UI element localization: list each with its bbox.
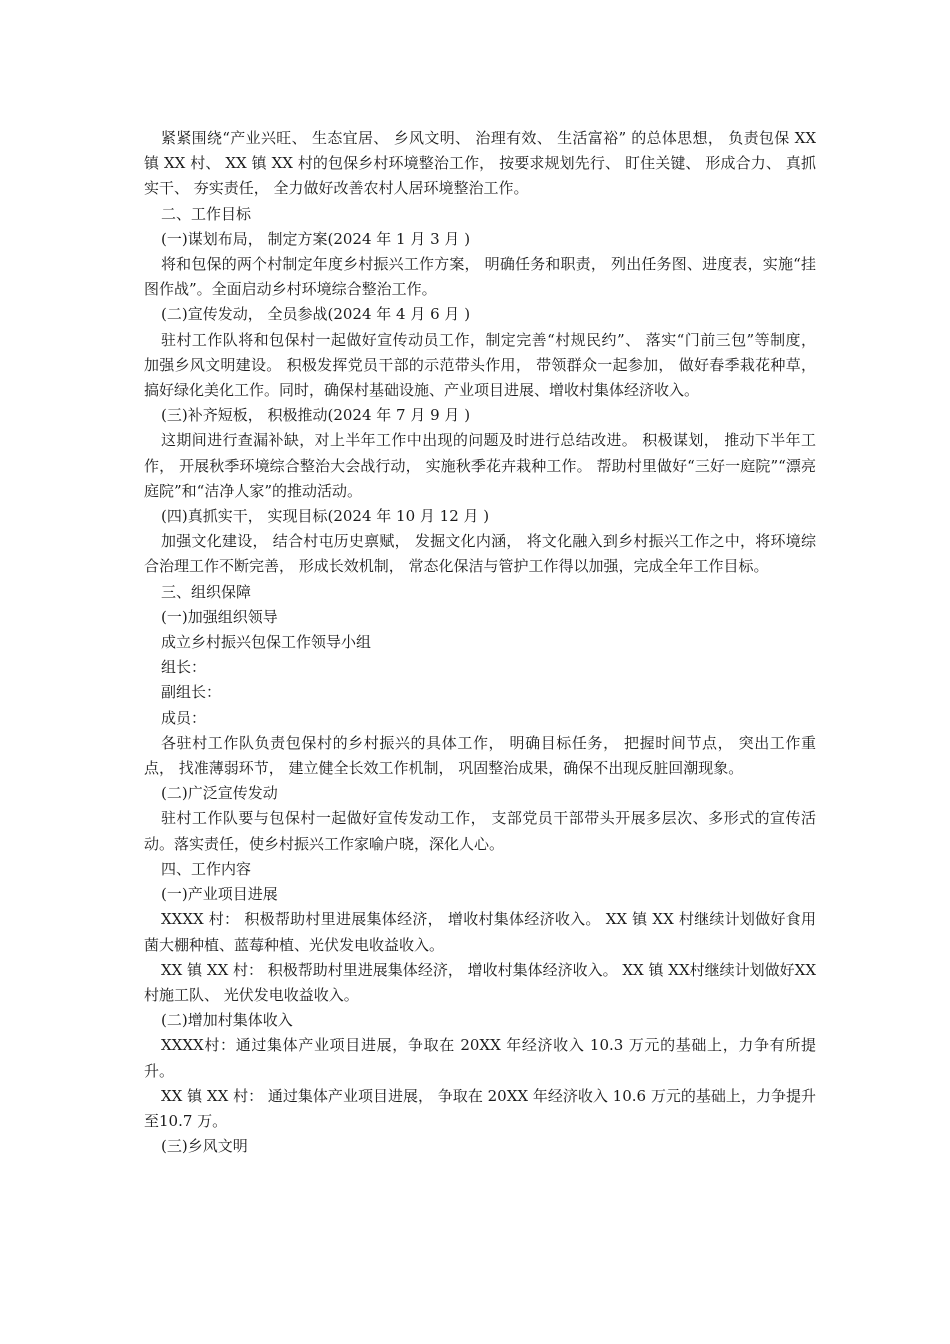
paragraph-achieve-goals: 加强文化建设， 结合村屯历史禀赋， 发掘文化内涵， 将文化融入到乡村振兴工作之中，将环境综合治理工作不断完善， 形成长效机制， 常态化保洁与管护工作得以加强，完成全年工作目标。 (144, 532, 816, 576)
subheading-collective-income: (二)增加村集体收入 (161, 1011, 293, 1030)
paragraph-industry-village-2: XX 镇 XX 村： 积极帮助村里进展集体经济， 增收村集体经济收入。 XX 镇 XX村继续计划做好XX 村施工队、 光伏发电收益收入。 (144, 960, 816, 1004)
paragraph-leadership-group: 成立乡村振兴包保工作领导小组 (161, 633, 372, 652)
paragraph-shortcomings: 这期间进行查漏补缺，对上半年工作中出现的问题及时进行总结改进。 积极谋划， 推动下半年工作， 开展秋季环境综合整治大会战行动， 实施秋季花卉栽种工作。 帮助村里做好“三好一庭院”“漂亮庭院”和“洁净人家”的推动活动。 (144, 431, 816, 500)
intro-paragraph: 紧紧围绕“产业兴旺、 生态宜居、 乡风文明、 治理有效、 生活富裕” 的总体思想， 负责包保 XX 镇 XX 村、 XX 镇 XX 村的包保乡村环境整治工作， 按要求规划先行、 盯住关键、 形成合力、 真抓实干、 夯实责任， 全力做好改善农村人居环境整治工作。 (144, 129, 816, 198)
paragraph-planning: 将和包保的两个村制定年度乡村振兴工作方案， 明确任务和职责， 列出任务图、进度表，实施“挂图作战”。全面启动乡村环境综合整治工作。 (144, 255, 816, 299)
paragraph-income-village-2: XX 镇 XX 村： 通过集体产业项目进展， 争取在 20XX 年经济收入 10.6 万元的基础上，力争提升至10.7 万。 (144, 1086, 816, 1130)
subheading-civility: (三)乡风文明 (161, 1137, 248, 1156)
section-heading-work-content: 四、工作内容 (161, 859, 252, 878)
section-heading-organization: 三、组织保障 (161, 582, 252, 601)
paragraph-group-leader: 组长： (161, 658, 207, 677)
section-heading-goals: 二、工作目标 (161, 204, 252, 223)
paragraph-publicity: 驻村工作队要与包保村一起做好宣传发动工作， 支部党员干部带头开展多层次、多形式的宣传活动。落实责任，使乡村振兴工作家喻户晓，深化人心。 (144, 809, 816, 853)
subheading-mobilization: (二)宣传发动， 全员参战(2024 年 4 月 6 月 ) (161, 305, 471, 324)
paragraph-deputy-leader: 副组长： (161, 683, 222, 702)
subheading-shortcomings: (三)补齐短板， 积极推动(2024 年 7 月 9 月 ) (161, 406, 471, 425)
subheading-planning: (一)谋划布局， 制定方案(2024 年 1 月 3 月 ) (161, 229, 471, 248)
subheading-industry-projects: (一)产业项目进展 (161, 885, 278, 904)
subheading-leadership: (一)加强组织领导 (161, 607, 278, 626)
paragraph-mobilization: 驻村工作队将和包保村一起做好宣传动员工作，制定完善“村规民约”、 落实“门前三包”等制度， 加强乡风文明建设。 积极发挥党员干部的示范带头作用， 带领群众一起参加， 做好春季栽花种草， 搞好绿化美化工作。同时，确保村基础设施、产业项目进展、增收村集体经济收入。 (144, 330, 816, 400)
paragraph-industry-village-1: XXXX 村： 积极帮助村里进展集体经济， 增收村集体经济收入。 XX 镇 XX 村继续计划做好食用菌大棚种植、蓝莓种植、光伏发电收益收入。 (144, 910, 816, 954)
subheading-achieve-goals: (四)真抓实干， 实现目标(2024 年 10 月 12 月 ) (161, 507, 490, 526)
paragraph-members: 成员： (161, 708, 207, 727)
document-body (144, 126, 816, 1159)
paragraph-income-village-1: XXXX村：通过集体产业项目进展，争取在 20XX 年经济收入 10.3 万元的基础上，力争有所提升。 (144, 1036, 816, 1080)
paragraph-responsibilities: 各驻村工作队负责包保村的乡村振兴的具体工作， 明确目标任务， 把握时间节点， 突出工作重点， 找准薄弱环节， 建立健全长效工作机制， 巩固整治成果，确保不出现反脏回潮现象。 (144, 733, 816, 778)
subheading-publicity: (二)广泛宣传发动 (161, 784, 278, 803)
